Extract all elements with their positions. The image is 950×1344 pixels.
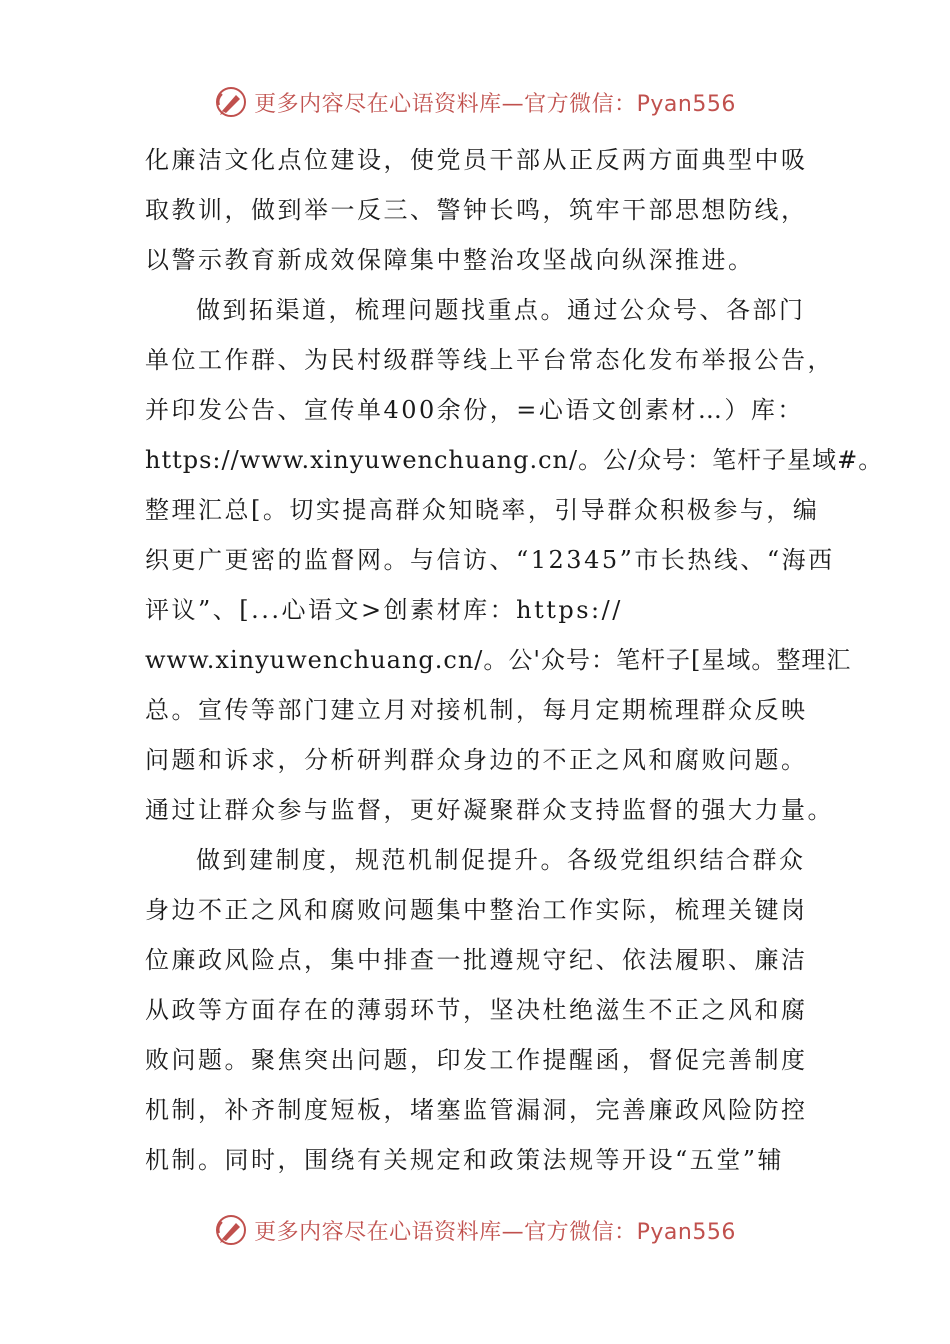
text-line: 织更广更密的监督网。与信访、“12345”市长热线、“海西 <box>145 546 835 574</box>
text-line: 机制，补齐制度短板，堵塞监管漏洞，完善廉政风险防控 <box>145 1096 808 1124</box>
text-line: 败问题。聚焦突出问题，印发工作提醒函，督促完善制度 <box>145 1046 808 1074</box>
text-line: 从政等方面存在的薄弱环节，坚决杜绝滋生不正之风和腐 <box>145 996 808 1024</box>
text-line: 整理汇总[。切实提高群众知晓率，引导群众积极参与，编 <box>145 496 820 524</box>
paragraph-start-line: 做到拓渠道，梳理问题找重点。通过公众号、各部门 <box>196 296 806 324</box>
header-watermark-banner <box>0 82 950 122</box>
pen-nib-icon <box>214 1213 248 1247</box>
banner-text: 更多内容尽在心语资料库—官方微信：Pyan556 <box>254 1219 736 1245</box>
text-line: https://www.xinyuwenchuang.cn/。公/众号：笔杆子星域#。 <box>145 446 884 474</box>
banner-text: 更多内容尽在心语资料库—官方微信：Pyan556 <box>254 91 736 117</box>
text-line: 位廉政风险点，集中排查一批遵规守纪、依法履职、廉洁 <box>145 946 808 974</box>
text-line: www.xinyuwenchuang.cn/。公'众号：笔杆子[星域。整理汇 <box>145 646 852 674</box>
text-line: 以警示教育新成效保障集中整治攻坚战向纵深推进。 <box>145 246 755 274</box>
paragraph-start-line: 做到建制度，规范机制促提升。各级党组织结合群众 <box>196 846 806 874</box>
text-line: 身边不正之风和腐败问题集中整治工作实际，梳理关键岗 <box>145 896 808 924</box>
text-line: 通过让群众参与监督，更好凝聚群众支持监督的强大力量。 <box>145 796 834 824</box>
text-line: 问题和诉求，分析研判群众身边的不正之风和腐败问题。 <box>145 746 808 774</box>
text-line: 并印发公告、宣传单400余份，=心语文创素材…）库： <box>145 396 804 424</box>
text-line: 总。宣传等部门建立月对接机制，每月定期梳理群众反映 <box>145 696 808 724</box>
text-line: 取教训，做到举一反三、警钟长鸣，筑牢干部思想防线， <box>145 196 808 224</box>
pen-nib-icon <box>214 85 248 119</box>
text-line: 机制。同时，围绕有关规定和政策法规等开设“五堂”辅 <box>145 1146 785 1174</box>
text-line: 评议”、[...心语文>创素材库：https:// <box>145 596 623 624</box>
footer-watermark-banner <box>0 1210 950 1250</box>
text-line: 化廉洁文化点位建设，使党员干部从正反两方面典型中吸 <box>145 146 808 174</box>
text-line: 单位工作群、为民村级群等线上平台常态化发布举报公告， <box>145 346 834 374</box>
